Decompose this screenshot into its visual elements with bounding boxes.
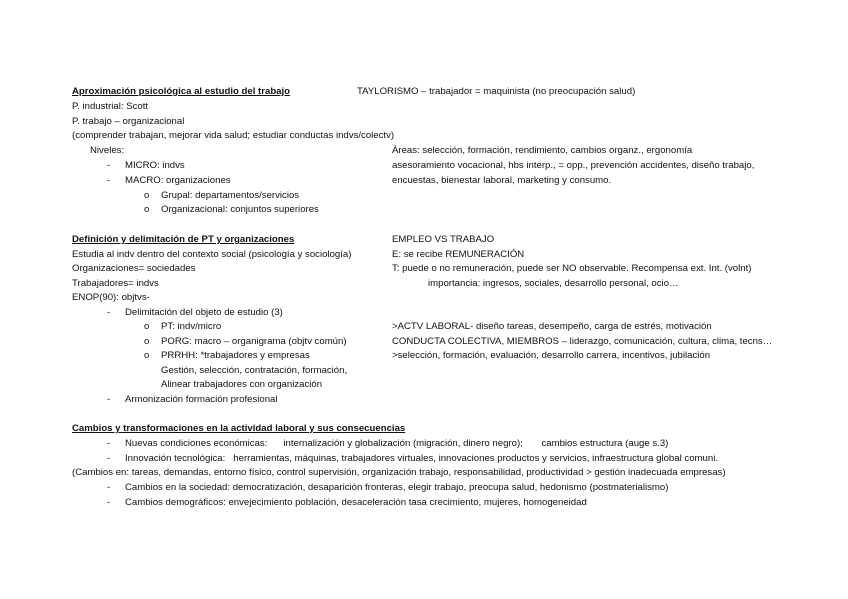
niveles-label: Niveles: — [90, 145, 125, 156]
porg-line: PORG: macro – organigrama (objtv común) — [161, 336, 347, 347]
actv-laboral-line: >ACTV LABORAL- diseño tareas, desempeño, carga de estrés, motivación — [392, 321, 712, 332]
circle-bullet: o — [144, 336, 150, 347]
nuevas-condiciones-line: Nuevas condiciones económicas: internalización y globalización (migración, dinero negro); cambios estructura (auge s.3) — [125, 438, 669, 449]
armonizacion-line: Armonización formación profesional — [125, 394, 278, 405]
dash-bullet: - — [107, 497, 111, 508]
comprender-line: (comprender trabajan, mejorar vida salud; estudiar conductas indvs/colectv) — [72, 130, 395, 141]
empleo-definition: E: se recibe REMUNERACIÓN — [392, 249, 525, 260]
micro-line: MICRO: indvs — [125, 160, 185, 171]
cambios-sociedad-line: Cambios en la sociedad: democratización, desaparición fronteras, elegir trabajo, preocupa salud, hedonismo (postmaterialismo) — [125, 482, 669, 493]
trabajo-definition: T: puede o no remuneración, puede ser NO observable. Recompensa ext. Int. (volnt) — [392, 263, 752, 274]
dash-bullet: - — [107, 160, 111, 171]
grupal-line: Grupal: departamentos/servicios — [161, 190, 300, 201]
innovacion-line: Innovación tecnológica: herramientas, máquinas, trabajadores virtuales, innovaciones productos y servicios, infraestructura global comuni. — [125, 453, 718, 464]
section3-heading: Cambios y transformaciones en la actividad laboral y sus consecuencias — [72, 423, 406, 434]
circle-bullet: o — [144, 204, 150, 215]
estudia-line: Estudia al indv dentro del contexto social (psicología y sociología) — [72, 249, 352, 260]
dash-bullet: - — [107, 453, 111, 464]
conducta-colectiva-line: CONDUCTA COLECTIVA, MIEMBROS – liderazgo, comunicación, cultura, clima, tecns… — [392, 336, 773, 347]
seleccion-line: >selección, formación, evaluación, desarrollo carrera, incentivos, jubilación — [392, 350, 711, 361]
organizaciones-line: Organizaciones= sociedades — [72, 263, 196, 274]
circle-bullet: o — [144, 321, 150, 332]
dash-bullet: - — [107, 394, 111, 405]
areas-line-2: asesoramiento vocacional, hbs interp., = opp., prevención accidentes, diseño trabajo, — [392, 160, 755, 171]
enop-line: ENOP(90): objtvs- — [72, 292, 150, 303]
gestion-line: Gestión, selección, contratación, formación, — [161, 365, 348, 376]
trabajadores-line: Trabajadores= indvs — [72, 278, 159, 289]
dash-bullet: - — [107, 307, 111, 318]
dash-bullet: - — [107, 438, 111, 449]
areas-line-1: Áreas: selección, formación, rendimiento, cambios organz., ergonomía — [392, 145, 693, 156]
dash-bullet: - — [107, 482, 111, 493]
taylorismo-note: TAYLORISMO – trabajador = maquinista (no preocupación salud) — [357, 86, 636, 97]
areas-line-3: encuestas, bienestar laboral, marketing y consumo. — [392, 175, 612, 186]
alinear-line: Alinear trabajadores con organización — [161, 379, 323, 390]
dash-bullet: - — [107, 175, 111, 186]
empleo-vs-trabajo: EMPLEO VS TRABAJO — [392, 234, 495, 245]
cambios-en-line: (Cambios en: tareas, demandas, entorno físico, control supervisión, organización trabajo, responsabilidad, productividad > gestión inadecuada empresas) — [72, 467, 726, 478]
pt-line: PT: indv/micro — [161, 321, 222, 332]
p-industrial-line: P. industrial: Scott — [72, 101, 149, 112]
circle-bullet: o — [144, 350, 150, 361]
section2-heading: Definición y delimitación de PT y organizaciones — [72, 234, 295, 245]
section1-heading: Aproximación psicológica al estudio del trabajo — [72, 86, 291, 97]
delimitacion-line: Delimitación del objeto de estudio (3) — [125, 307, 283, 318]
cambios-demograficos-line: Cambios demográficos: envejecimiento población, desaceleración tasa crecimiento, mujeres, homogeneidad — [125, 497, 587, 508]
macro-line: MACRO: organizaciones — [125, 175, 231, 186]
circle-bullet: o — [144, 190, 150, 201]
importancia-line: importancia: ingresos, sociales, desarrollo personal, ocio… — [428, 278, 679, 289]
organizacional-line: Organizacional: conjuntos superiores — [161, 204, 319, 215]
prrhh-line: PRRHH: *trabajadores y empresas — [161, 350, 310, 361]
p-trabajo-line: P. trabajo – organizacional — [72, 116, 185, 127]
